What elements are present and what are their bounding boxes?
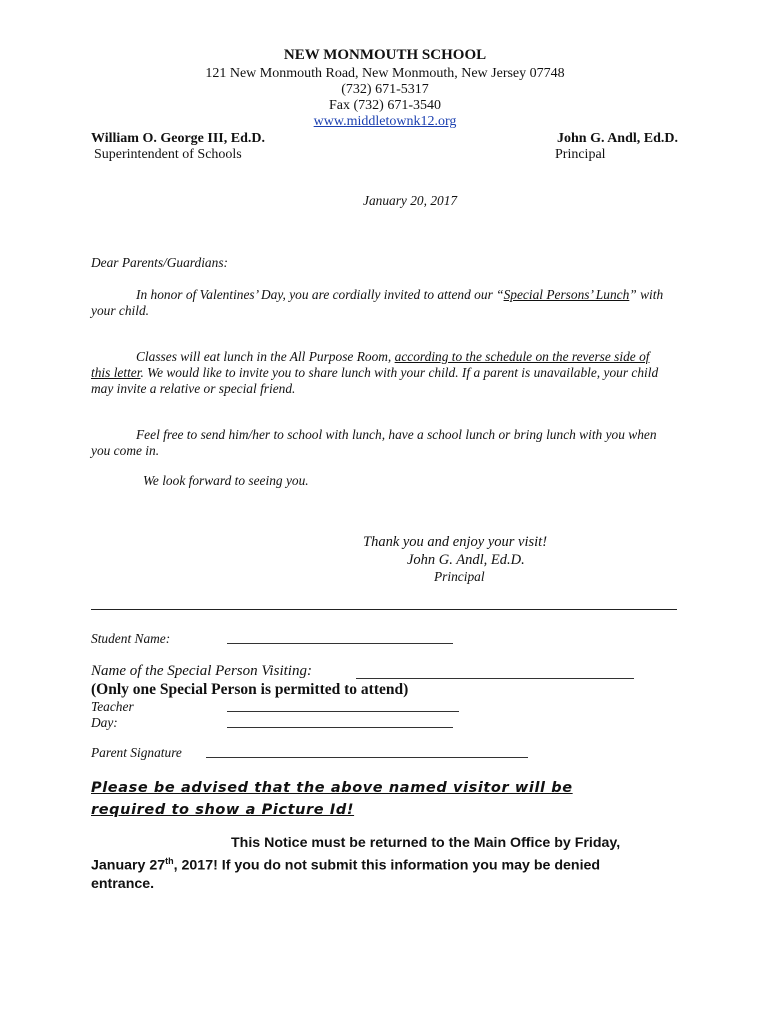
schedule-reference-text: according to the schedule on the reverse side of this letter (91, 349, 650, 380)
day-field[interactable] (227, 727, 453, 728)
principal-name: John G. Andl, Ed.D. (557, 131, 678, 146)
student-name-label: Student Name: (91, 631, 171, 646)
school-phone: (732) 671-5317 (341, 82, 429, 97)
signer-name: John G. Andl, Ed.D. (407, 552, 525, 568)
letter-date: January 20, 2017 (363, 193, 458, 208)
paragraph-invitation: In honor of Valentines’ Day, you are cordially invited to attend our “Special Persons’ Lunch” with your child. (91, 287, 664, 318)
school-name: NEW MONMOUTH SCHOOL (283, 47, 487, 63)
paragraph-closing-remark: We look forward to seeing you. (143, 473, 309, 488)
signer-title: Principal (434, 569, 485, 584)
superintendent-name: William O. George III, Ed.D. (91, 131, 265, 146)
paragraph-lunch-options: Feel free to send him/her to school with lunch, have a school lunch or bring lunch with you when you come in. (91, 427, 657, 458)
day-label: Day: (91, 715, 118, 730)
special-persons-lunch-text: Special Persons’ Lunch (503, 287, 630, 302)
return-notice (91, 834, 671, 893)
special-person-field[interactable] (356, 678, 634, 679)
return-notice-line-3: entrance. (91, 875, 155, 892)
return-notice-line-2: January 27th, 2017! If you do not submit this information you may be denied (91, 856, 601, 874)
school-address: 121 New Monmouth Road, New Monmouth, New Jersey 07748 (205, 66, 565, 81)
student-name-field[interactable] (227, 643, 453, 644)
parent-signature-field[interactable] (206, 757, 528, 758)
parent-signature-label: Parent Signature (91, 745, 182, 760)
cut-line-divider (91, 609, 677, 610)
teacher-label: Teacher (91, 699, 134, 714)
closing-line: Thank you and enjoy your visit! (363, 534, 548, 550)
paragraph-schedule: Classes will eat lunch in the All Purpose Room, according to the schedule on the reverse side of this letter. We would like to invite you to share lunch with your child. If a parent is unavailable, your child may invite a relative or special friend. (91, 349, 659, 396)
principal-title: Principal (555, 147, 606, 162)
superintendent-title: Superintendent of Schools (94, 147, 242, 162)
picture-id-advisory: Please be advised that the above named visitor will be required to show a Picture Id! (91, 780, 573, 818)
school-fax: Fax (732) 671-3540 (329, 98, 441, 113)
school-website-link[interactable]: www.middletownk12.org (313, 114, 457, 129)
return-notice-line-1: This Notice must be returned to the Main Office by Friday, (231, 835, 621, 851)
one-person-note: (Only one Special Person is permitted to attend) (91, 681, 409, 698)
teacher-field[interactable] (227, 711, 459, 712)
salutation: Dear Parents/Guardians: (91, 255, 228, 270)
special-person-label: Name of the Special Person Visiting: (91, 663, 312, 679)
